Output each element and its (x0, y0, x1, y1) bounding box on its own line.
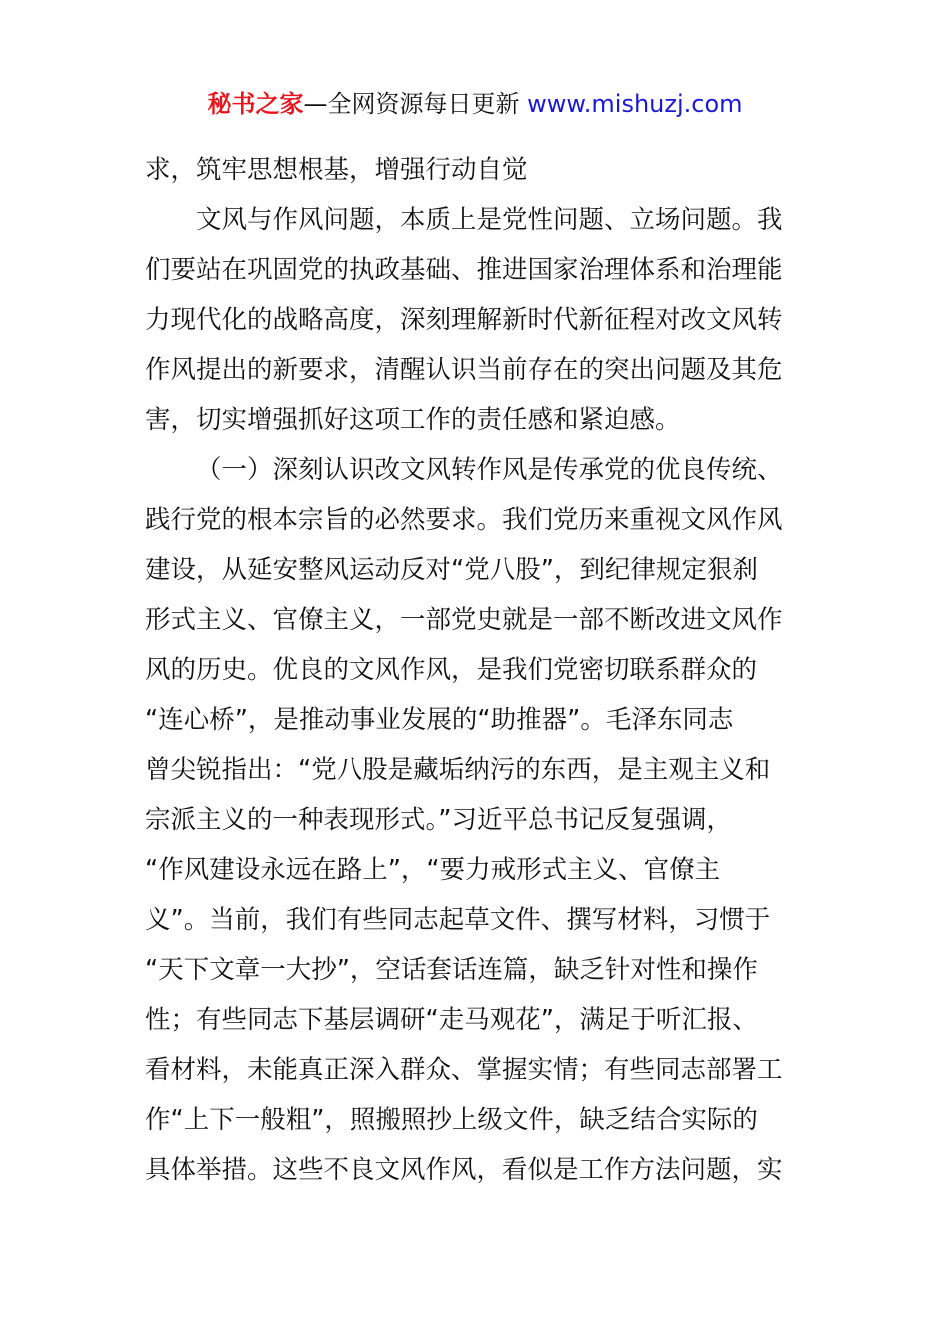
text-line: “作风建设永远在路上”，“要力戒形式主义、官僚主 (145, 855, 721, 885)
text-line: 求，筑牢思想根基，增强行动自觉 (145, 155, 528, 185)
text-line: 建设，从延安整风运动反对“党八股”，到纪律规定狠刹 (145, 555, 758, 585)
text-line: 风的历史。优良的文风作风，是我们党密切联系群众的 (145, 655, 758, 685)
text-line: 曾尖锐指出：“党八股是藏垢纳污的东西，是主观主义和 (145, 755, 771, 785)
text-line: 文风与作风问题，本质上是党性问题、立场问题。我 (196, 205, 783, 235)
text-line: 们要站在巩固党的执政基础、推进国家治理体系和治理能 (145, 255, 783, 285)
text-line: 害，切实增强抓好这项工作的责任感和紧迫感。 (145, 405, 681, 435)
text-line: 宗派主义的一种表现形式。”习近平总书记反复强调， (145, 805, 732, 835)
text-line: 性；有些同志下基层调研“走马观花”，满足于听汇报、 (145, 1005, 758, 1035)
text-line: 看材料，未能真正深入群众、掌握实情；有些同志部署工 (145, 1055, 783, 1085)
text-line: 具体举措。这些不良文风作风，看似是工作方法问题，实 (145, 1155, 783, 1185)
header-tagline: —全网资源每日更新 (303, 90, 528, 118)
text-line: 作风提出的新要求，清醒认识当前存在的突出问题及其危 (145, 355, 783, 385)
header-url[interactable]: www.mishuzj.com (527, 90, 743, 118)
text-line: “天下文章一大抄”，空话套话连篇，缺乏针对性和操作 (145, 955, 758, 985)
text-line: 形式主义、官僚主义，一部党史就是一部不断改进文风作 (145, 605, 783, 635)
brand-name: 秘书之家 (207, 90, 304, 118)
text-line: （一）深刻认识改文风转作风是传承党的优良传统、 (196, 455, 783, 485)
text-line: 作“上下一般粗”，照搬照抄上级文件，缺乏结合实际的 (145, 1105, 758, 1135)
document-body (145, 145, 807, 1195)
page-header (0, 86, 950, 122)
text-line: 力现代化的战略高度，深刻理解新时代新征程对改文风转 (145, 305, 783, 335)
text-line: 践行党的根本宗旨的必然要求。我们党历来重视文风作风 (145, 505, 783, 535)
text-line: “连心桥”，是推动事业发展的“助推器”。毛泽东同志 (145, 705, 734, 735)
text-line: 义”。当前，我们有些同志起草文件、撰写材料，习惯于 (145, 905, 771, 935)
